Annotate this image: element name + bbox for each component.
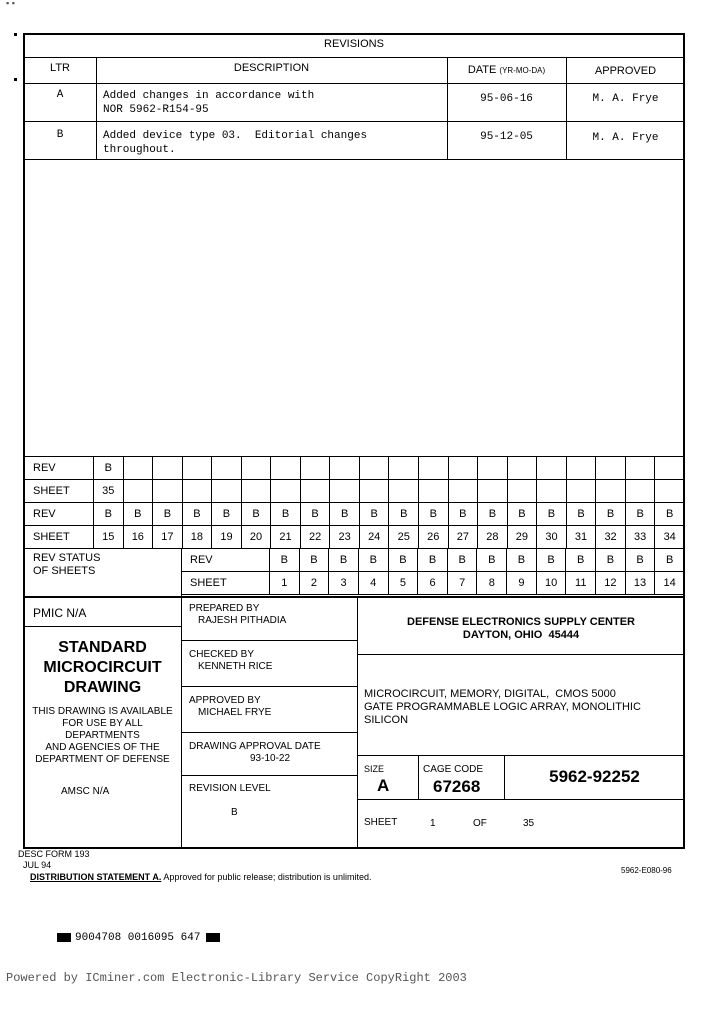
revision-grid-row — [25, 457, 685, 480]
rev-status-rev-cell: B — [655, 549, 685, 572]
rev-cell: B — [241, 503, 271, 526]
rev-cell: B — [537, 503, 567, 526]
rev-cell: B — [596, 503, 626, 526]
checked-by-name: KENNETH RICE — [198, 661, 273, 672]
sheet-cell: 19 — [212, 526, 242, 549]
standard-title: STANDARD MICROCIRCUIT DRAWING — [43, 639, 162, 696]
sheet-cell: 24 — [359, 526, 389, 549]
sheet-cell: 15 — [94, 526, 124, 549]
date-format: (YR-MO-DA) — [499, 66, 546, 75]
sheet-cell: 30 — [537, 526, 567, 549]
rev-cell — [153, 457, 183, 480]
revisions-title: REVISIONS — [324, 38, 384, 50]
sheet-cell — [655, 480, 685, 503]
rev-cell: B — [566, 503, 596, 526]
margin-tick — [14, 33, 17, 36]
date-header-label: DATE — [467, 64, 497, 76]
sheet-cell: 33 — [625, 526, 655, 549]
sheet-cell: 28 — [478, 526, 508, 549]
rev-status-sheet-cell: 14 — [655, 572, 685, 595]
sheet-cell — [359, 480, 389, 503]
description-header: DESCRIPTION — [233, 62, 310, 74]
sheet-cell — [241, 480, 271, 503]
approval-date-label: DRAWING APPROVAL DATE — [189, 741, 321, 752]
rev-cell — [300, 457, 330, 480]
sheet-cell — [419, 480, 449, 503]
sheet-cell — [271, 480, 301, 503]
revision-row-b-ltr: B — [56, 129, 64, 141]
revision-row-b-date: 95-12-05 — [480, 131, 533, 143]
rev-status-rev-cell: B — [388, 549, 418, 572]
rev-status-sheet-cell: 3 — [329, 572, 359, 595]
rev-cell — [507, 457, 537, 480]
size-label: SIZE — [364, 764, 385, 774]
of-value: 35 — [523, 818, 535, 829]
sheet-cell: 25 — [389, 526, 419, 549]
rev-status-rev-cell: B — [418, 549, 448, 572]
barcode-line — [57, 932, 220, 944]
sheet-cell — [182, 480, 212, 503]
sheet-cell: 34 — [655, 526, 685, 549]
revision-level-label: REVISION LEVEL — [189, 783, 271, 794]
rev-cell — [330, 457, 360, 480]
cage-code-value: 67268 — [433, 777, 481, 796]
rev-cell: B — [330, 503, 360, 526]
rev-status-rev-cell: B — [596, 549, 626, 572]
rev-status-rev-cell: B — [447, 549, 477, 572]
rev-cell: B — [507, 503, 537, 526]
revision-row-a-ltr: A — [56, 89, 64, 101]
rev-status-sheet-cell: 7 — [447, 572, 477, 595]
revision-grid-label: SHEET — [25, 526, 94, 549]
sheet-cell — [566, 480, 596, 503]
rev-status-rev-cell: B — [270, 549, 300, 572]
sheet-cell: 35 — [94, 480, 124, 503]
rev-status-rev-cell: B — [358, 549, 388, 572]
date-header — [447, 64, 566, 76]
sheet-label: SHEET — [364, 817, 398, 828]
margin-tick — [14, 78, 17, 81]
distribution-statement — [30, 872, 371, 882]
form-id: DESC FORM 193 JUL 94 — [18, 849, 90, 870]
rev-cell — [182, 457, 212, 480]
rev-cell: B — [625, 503, 655, 526]
rev-status-sheet-cell: 5 — [388, 572, 418, 595]
rev-status-rev-cell: B — [536, 549, 566, 572]
rev-status-rev-cell: B — [625, 549, 655, 572]
barcode-mark — [57, 933, 71, 942]
sheet-cell — [389, 480, 419, 503]
revision-level: B — [231, 807, 238, 818]
sheet-cell: 21 — [271, 526, 301, 549]
rev-cell — [478, 457, 508, 480]
rev-cell — [271, 457, 301, 480]
rev-status-sheet-cell: 2 — [299, 572, 329, 595]
rev-cell: B — [123, 503, 153, 526]
checked-by-label: CHECKED BY — [189, 649, 255, 660]
revision-grid-label: REV — [25, 457, 94, 480]
approved-by-label: APPROVED BY — [189, 695, 261, 706]
sheet-cell: 26 — [419, 526, 449, 549]
top-marks: ▪ ▪ — [6, 0, 15, 8]
drawing-number: 5962-92252 — [549, 767, 640, 786]
sheet-cell — [537, 480, 567, 503]
sheet-cell — [478, 480, 508, 503]
rev-cell: B — [271, 503, 301, 526]
agency: DEFENSE ELECTRONICS SUPPLY CENTER DAYTON, OHIO 45444 — [407, 616, 635, 641]
prepared-by-name: RAJESH PITHADIA — [198, 615, 287, 626]
sheet-cell — [330, 480, 360, 503]
rev-cell — [566, 457, 596, 480]
revision-grid-row — [25, 503, 685, 526]
rev-status-sheet-cell: 12 — [596, 572, 626, 595]
size-value: A — [377, 776, 390, 795]
rev-cell — [419, 457, 449, 480]
rev-status-sheet-cell: 10 — [536, 572, 566, 595]
rev-cell — [596, 457, 626, 480]
rev-cell: B — [153, 503, 183, 526]
rev-cell: B — [94, 457, 124, 480]
rev-status-rev-cell: B — [477, 549, 507, 572]
pmic: PMIC N/A — [33, 606, 87, 620]
rev-status-row-label: SHEET — [182, 572, 270, 595]
sheet-cell — [625, 480, 655, 503]
rev-cell: B — [359, 503, 389, 526]
sheet-cell — [123, 480, 153, 503]
cage-code-label: CAGE CODE — [423, 764, 484, 775]
rev-cell: B — [655, 503, 685, 526]
form-code: 5962-E080-96 — [621, 866, 672, 875]
rev-cell: B — [300, 503, 330, 526]
rev-cell — [241, 457, 271, 480]
rev-status-label: REV STATUS OF SHEETS — [33, 552, 101, 577]
sheet-cell: 23 — [330, 526, 360, 549]
sheet-cell — [448, 480, 478, 503]
rev-cell — [448, 457, 478, 480]
rev-cell: B — [419, 503, 449, 526]
rev-cell: B — [389, 503, 419, 526]
revision-row-b-approved: M. A. Frye — [592, 132, 659, 144]
rev-status-rev-cell: B — [329, 549, 359, 572]
rev-status-sheet-cell: 4 — [358, 572, 388, 595]
rev-cell: B — [94, 503, 124, 526]
sheet-cell: 20 — [241, 526, 271, 549]
distribution-label: DISTRIBUTION STATEMENT A. — [30, 872, 162, 882]
rev-status-grid — [181, 548, 685, 595]
approval-date: 93-10-22 — [250, 753, 291, 764]
drawing-title: MICROCIRCUIT, MEMORY, DIGITAL, CMOS 5000 GATE PROGRAMMABLE LOGIC ARRAY, MONOLITHIC SILICON — [364, 688, 641, 726]
sheet-cell — [153, 480, 183, 503]
revision-grid-label: SHEET — [25, 480, 94, 503]
rev-cell: B — [212, 503, 242, 526]
revision-row-a-date: 95-06-16 — [480, 93, 533, 105]
rev-status-sheet-cell: 13 — [625, 572, 655, 595]
revision-grid-row — [25, 480, 685, 503]
rev-status-row — [182, 549, 685, 572]
amsc: AMSC N/A — [61, 786, 110, 797]
revision-grid-label: REV — [25, 503, 94, 526]
barcode-number: 9004708 0016095 647 — [75, 932, 201, 944]
of-label: OF — [473, 818, 487, 829]
sheet-cell — [596, 480, 626, 503]
rev-cell — [625, 457, 655, 480]
revision-row-b-description: Added device type 03. Editorial changes throughout. — [103, 130, 368, 156]
sheet-cell: 27 — [448, 526, 478, 549]
rev-status-row — [182, 572, 685, 595]
sheet-cell: 29 — [507, 526, 537, 549]
rev-cell — [359, 457, 389, 480]
rev-status-sheet-cell: 9 — [507, 572, 537, 595]
barcode-mark — [206, 933, 220, 942]
approved-by-name: MICHAEL FRYE — [198, 707, 272, 718]
rev-cell — [212, 457, 242, 480]
rev-status-rev-cell: B — [299, 549, 329, 572]
rev-status-sheet-cell: 1 — [270, 572, 300, 595]
rev-cell — [537, 457, 567, 480]
footer-copyright: Powered by ICminer.com Electronic-Library Service CopyRight 2003 — [6, 971, 467, 985]
sheet-cell — [507, 480, 537, 503]
rev-status-sheet-cell: 6 — [418, 572, 448, 595]
rev-cell — [389, 457, 419, 480]
rev-cell: B — [448, 503, 478, 526]
revision-grid-row — [25, 526, 685, 549]
rev-status-sheet-cell: 8 — [477, 572, 507, 595]
rev-status-sheet-cell: 11 — [566, 572, 596, 595]
rev-cell — [123, 457, 153, 480]
rev-status-row-label: REV — [182, 549, 270, 572]
availability-note: THIS DRAWING IS AVAILABLE FOR USE BY ALL DEPARTMENTS AND AGENCIES OF THE DEPARTMENT OF DEFENSE — [32, 706, 173, 765]
sheet-cell: 32 — [596, 526, 626, 549]
sheet-cell — [212, 480, 242, 503]
sheet-cell: 16 — [123, 526, 153, 549]
revision-grid — [24, 456, 685, 549]
revision-row-a-description: Added changes in accordance with NOR 5962-R154-95 — [103, 90, 315, 116]
sheet-cell: 17 — [153, 526, 183, 549]
approved-header: APPROVED — [594, 65, 657, 77]
revision-row-a-approved: M. A. Frye — [592, 93, 659, 105]
rev-cell: B — [478, 503, 508, 526]
rev-status-rev-cell: B — [566, 549, 596, 572]
prepared-by-label: PREPARED BY — [189, 603, 260, 614]
sheet-cell: 22 — [300, 526, 330, 549]
sheet-cell — [300, 480, 330, 503]
ltr-header: LTR — [50, 62, 70, 74]
sheet-cell: 18 — [182, 526, 212, 549]
sheet-value: 1 — [430, 818, 436, 829]
distribution-text: Approved for public release; distribution is unlimited. — [163, 872, 372, 882]
rev-cell: B — [182, 503, 212, 526]
rev-status-rev-cell: B — [507, 549, 537, 572]
sheet-cell: 31 — [566, 526, 596, 549]
rev-cell — [655, 457, 685, 480]
